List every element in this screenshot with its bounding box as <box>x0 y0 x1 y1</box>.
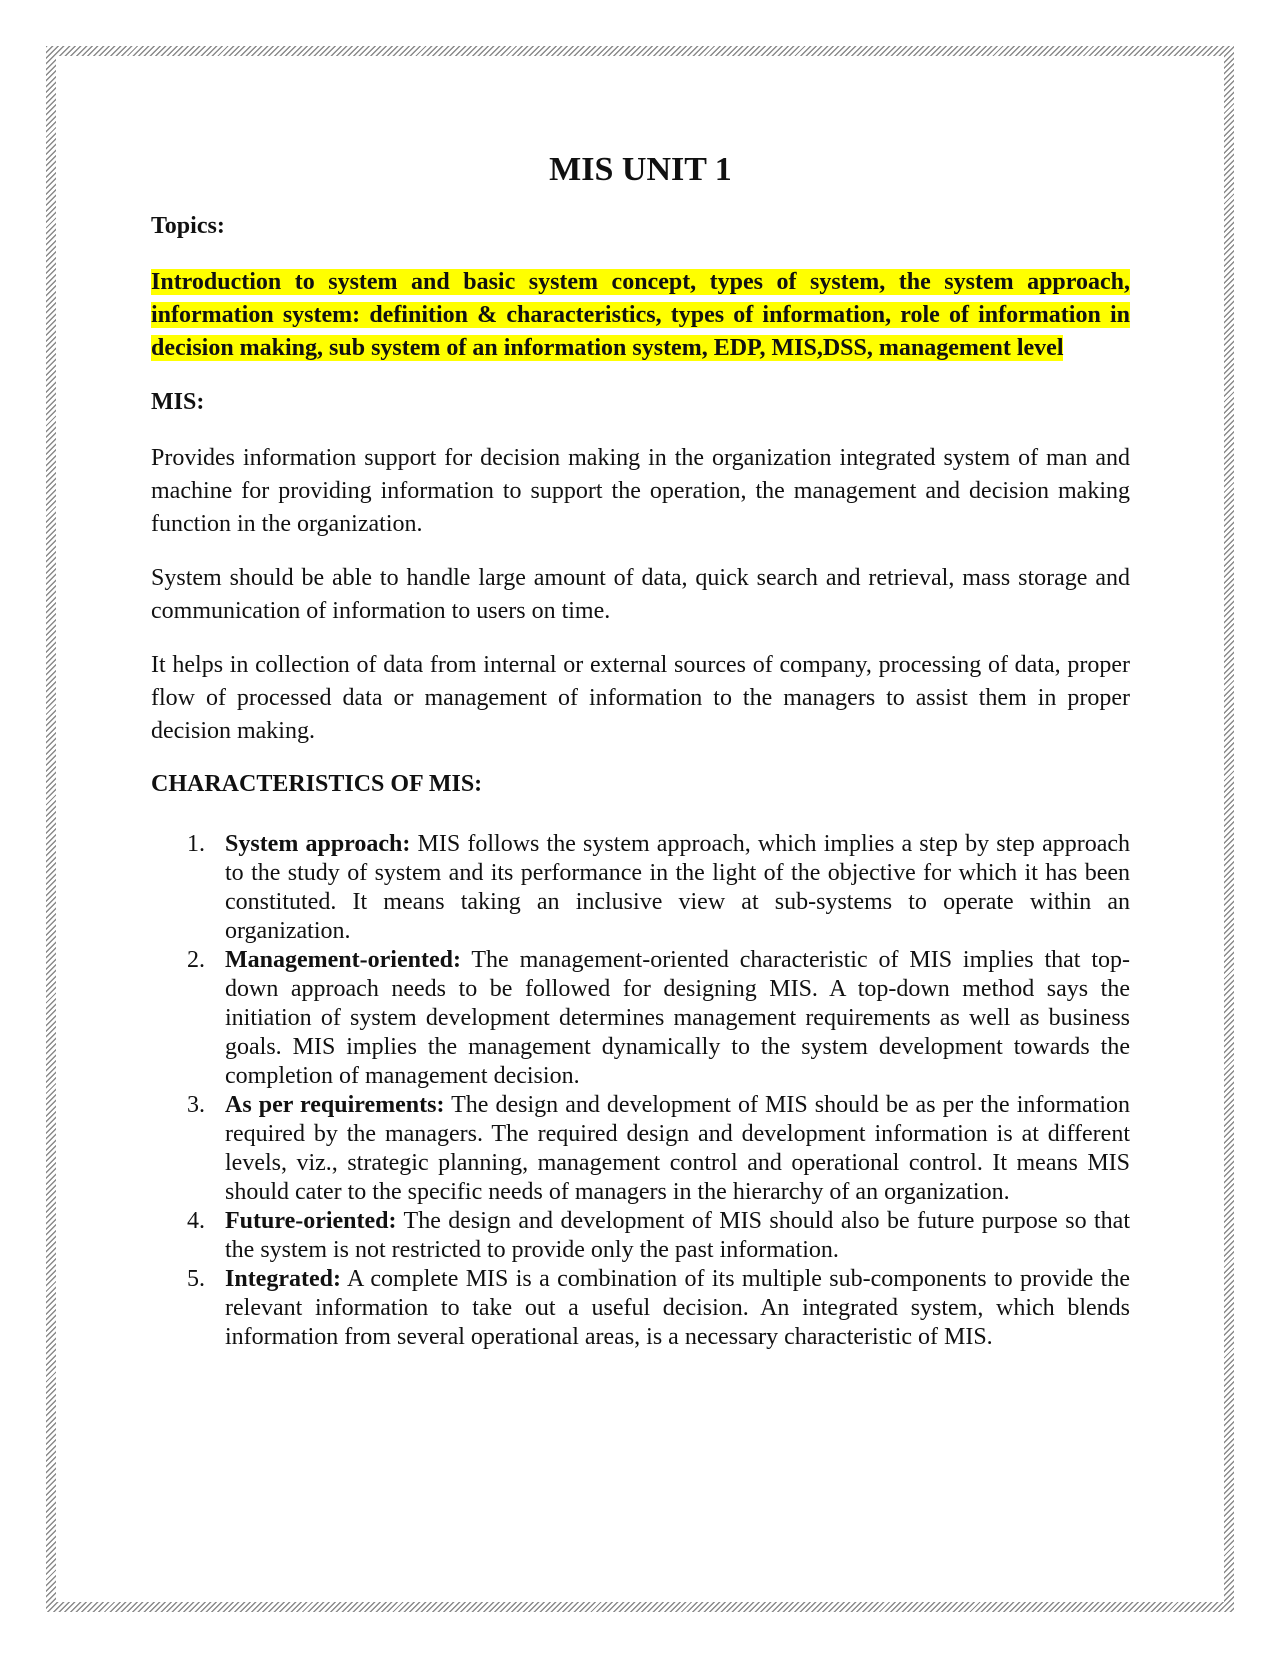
list-item <box>151 1207 1130 1265</box>
list-item <box>151 1265 1130 1352</box>
list-item-term: Future-oriented: <box>225 1208 397 1235</box>
list-item-term: Management-oriented: <box>225 947 461 974</box>
mis-paragraph-3: It helps in collection of data from internal or external sources of company, processing of data, proper flow of processed data or management of information to the managers to assist them in proper decision making. <box>151 652 1130 745</box>
list-item-term: Integrated: <box>225 1266 341 1293</box>
topics-heading: Topics: <box>151 212 225 239</box>
list-item-text: The design and development of MIS should be as per the information required by the managers. The required design and development information is at different levels, viz., strategic planning, management control and operational control. It means MIS should cater to the specific needs of managers in the hierarchy of an organization. <box>225 1092 1131 1206</box>
topics-highlight: Introduction to system and basic system concept, types of system, the system approach, information system: definition & characteristics, types of information, role of information in decision making, sub system of an information system, EDP, MIS,DSS, management level <box>151 268 1130 361</box>
mis-paragraph-2: System should be able to handle large amount of data, quick search and retrieval, mass storage and communication of information to users on time. <box>151 565 1130 625</box>
list-item <box>151 946 1130 1091</box>
list-item-term: System approach: <box>225 831 411 858</box>
characteristics-heading: CHARACTERISTICS OF MIS: <box>151 771 483 798</box>
list-item-number: 3. <box>187 1092 205 1119</box>
list-item-number: 5. <box>187 1266 205 1293</box>
characteristics-list <box>151 830 1130 1352</box>
document-body <box>151 150 1130 1352</box>
list-item-number: 2. <box>187 947 205 974</box>
list-item-number: 1. <box>187 831 205 858</box>
topics-text <box>151 266 1130 365</box>
list-item <box>151 830 1130 946</box>
mis-paragraph-1: Provides information support for decision making in the organization integrated system of man and machine for providing information to support the operation, the management and decision making function in the organization. <box>151 445 1130 538</box>
list-item-text: The management-oriented characteristic of MIS implies that top-down approach needs to be followed for designing MIS. A top-down method says the initiation of system development determines management requirements as well as business goals. MIS implies the management dynamically to the system development towards the completion of management decision. <box>225 947 1130 1090</box>
mis-heading: MIS: <box>151 388 205 415</box>
list-item-text: The design and development of MIS should also be future purpose so that the system is not restricted to provide only the past information. <box>225 1208 1130 1264</box>
document-title: MIS UNIT 1 <box>549 151 732 188</box>
list-item-term: As per requirements: <box>225 1092 445 1119</box>
list-item <box>151 1091 1130 1207</box>
list-item-number: 4. <box>187 1208 205 1235</box>
list-item-text: A complete MIS is a combination of its multiple sub-components to provide the relevant information to take out a useful decision. An integrated system, which blends information from several operational areas, is a necessary characteristic of MIS. <box>225 1266 1130 1351</box>
list-item-text: MIS follows the system approach, which implies a step by step approach to the study of system and its performance in the light of the objective for which it has been constituted. It means taking an inclusive view at sub-systems to operate within an organization. <box>225 831 1131 945</box>
